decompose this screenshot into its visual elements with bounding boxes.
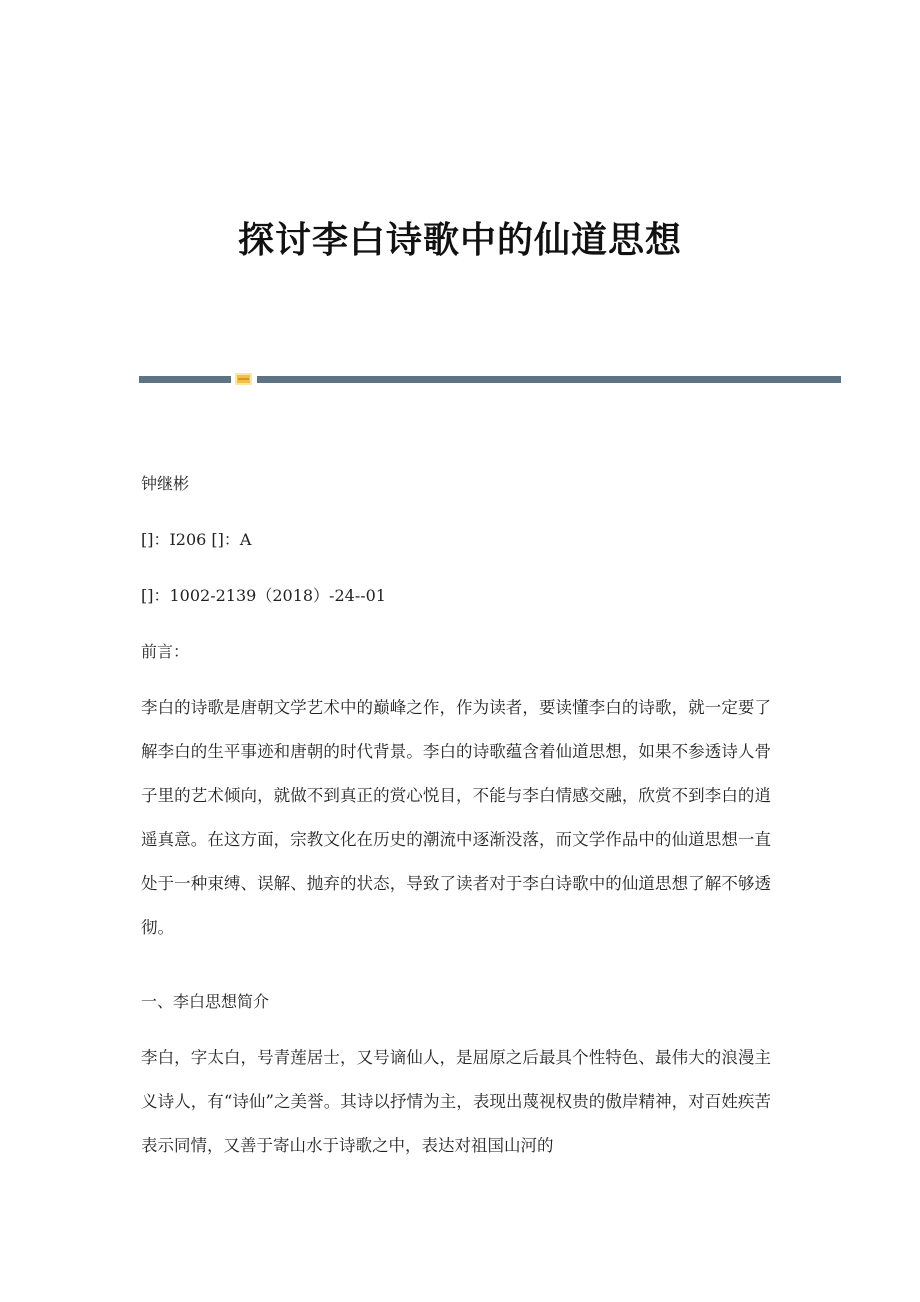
author-name: 钟继彬 xyxy=(141,474,190,493)
section-1-paragraph: 李白，字太白，号青莲居士，又号谪仙人，是屈原之后最具个性特色、最伟大的浪漫主义诗人，有“诗仙”之美誉。其诗以抒情为主，表现出蔑视权贵的傲岸精神，对百姓疾苦表示同情，又善于寄山水于诗歌之中，表达对祖国山河的 xyxy=(141,1048,771,1155)
divider-ornament-icon xyxy=(235,373,252,385)
section-1-heading: 一、李白思想简介 xyxy=(141,992,270,1011)
title-divider xyxy=(139,373,841,385)
page-title: 探讨李白诗歌中的仙道思想 xyxy=(237,219,682,261)
divider-bar-left xyxy=(139,376,231,383)
preface-heading: 前言： xyxy=(141,642,190,661)
classification-line: []：I206 []：A xyxy=(141,530,252,549)
preface-paragraph: 李白的诗歌是唐朝文学艺术中的巅峰之作，作为读者，要读懂李白的诗歌，就一定要了解李白的生平事迹和唐朝的时代背景。李白的诗歌蕴含着仙道思想，如果不参透诗人骨子里的艺术倾向，就做不到真正的赏心悦目，不能与李白情感交融，欣赏不到李白的逍遥真意。在这方面，宗教文化在历史的潮流中逐渐没落，而文学作品中的仙道思想一直处于一种束缚、误解、抛弃的状态，导致了读者对于李白诗歌中的仙道思想了解不够透彻。 xyxy=(141,698,771,937)
article-id-line: []：1002-2139（2018）-24--01 xyxy=(141,586,386,605)
divider-bar-right xyxy=(257,376,841,383)
